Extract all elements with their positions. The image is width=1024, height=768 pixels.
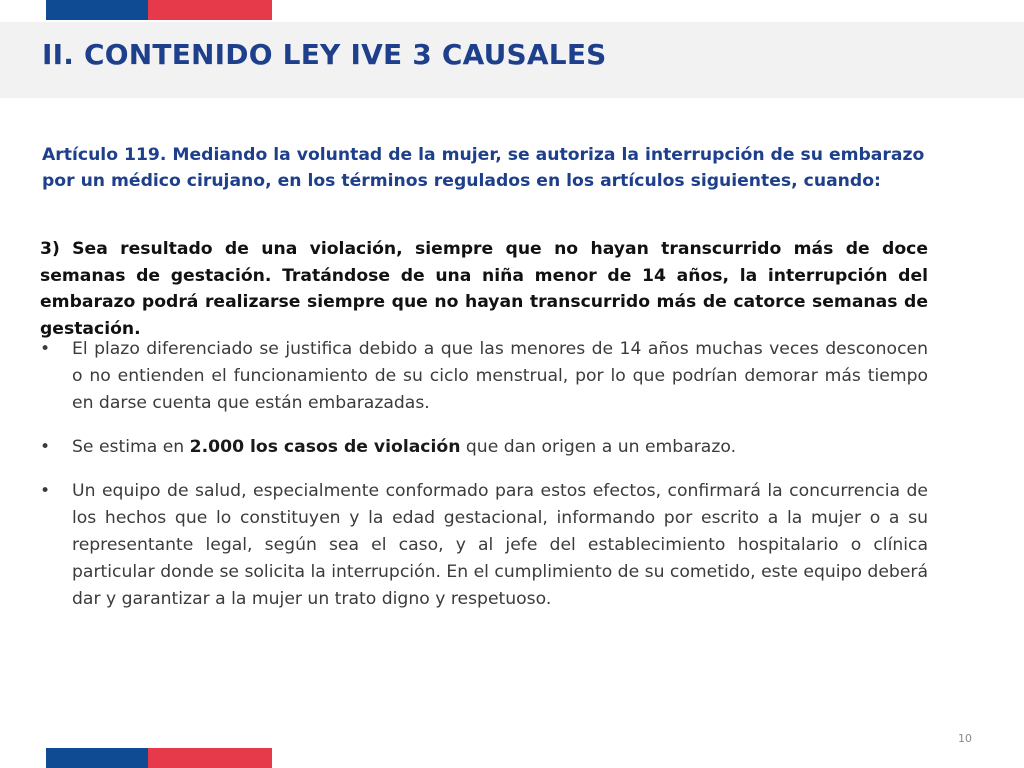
bullet-item-estimacion: [40, 434, 928, 461]
bullet-icon: •: [40, 481, 51, 501]
flag-blue-segment: [46, 0, 148, 20]
bullet-item-plazo: [40, 336, 928, 417]
slide-title: II. CONTENIDO LEY IVE 3 CAUSALES: [42, 38, 607, 71]
flag-red-segment: [148, 0, 272, 20]
bullet-list: [40, 336, 928, 630]
bullet-item-equipo-salud: [40, 478, 928, 613]
bullet-icon: •: [40, 339, 51, 359]
bullet-text: El plazo diferenciado se justifica debido a que las menores de 14 años muchas veces desconocen o no entienden el funcionamiento de su ciclo menstrual, por lo que podrían demorar más tiempo en darse cuenta que están embarazadas.: [72, 339, 928, 413]
bullet-text-after: que dan origen a un embarazo.: [460, 437, 737, 457]
bullet-text-bold: 2.000 los casos de violación: [189, 437, 461, 457]
bottom-flag-bar: [46, 748, 272, 768]
bullet-text: Un equipo de salud, especialmente conformado para estos efectos, confirmará la concurrencia de los hechos que lo constituyen y la edad gestacional, informando por escrito a la mujer o a su representante legal, según sea el caso, y al jefe del establecimiento hospitalario o clínica particular donde se solicita la interrupción. En el cumplimiento de su cometido, este equipo deberá dar y garantizar a la mujer un trato digno y respetuoso.: [72, 481, 928, 609]
clause-3-text: 3) Sea resultado de una violación, siempre que no hayan transcurrido más de doce semanas de gestación. Tratándose de una niña menor de 14 años, la interrupción del embarazo podrá realizarse siempre que no hayan transcurrido más de catorce semanas de gestación.: [40, 239, 928, 339]
bullet-text-before: Se estima en: [72, 437, 190, 457]
flag-red-segment: [148, 748, 272, 768]
article-119-text: Artículo 119. Mediando la voluntad de la mujer, se autoriza la interrupción de su embarazo por un médico cirujano, en los términos regulados en los artículos siguientes, cuando:: [42, 145, 925, 191]
top-flag-bar: [46, 0, 272, 20]
page-number: 10: [958, 732, 972, 745]
bullet-icon: •: [40, 437, 51, 457]
flag-blue-segment: [46, 748, 148, 768]
